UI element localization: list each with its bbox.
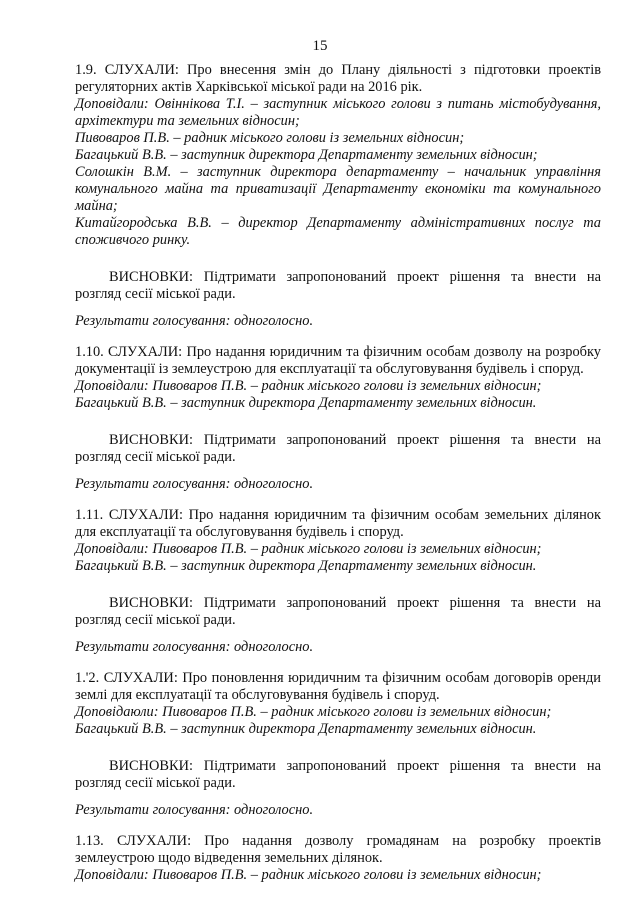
item-heading: 1.13. СЛУХАЛИ: Про надання дозволу громадянам на розробку проектів землеустрою щодо відведення земельних ділянок. — [75, 833, 601, 866]
agenda-item-1-12 — [75, 670, 601, 819]
speaker-line: Багацький В.В. – заступник директора Департаменту земельних відносин. — [75, 558, 537, 574]
conclusion: ВИСНОВКИ: Підтримати запропонований проект рішення та внести на розгляд сесії міської ради. — [75, 269, 601, 302]
speaker-line: Доповідали: Пивоваров П.В. – радник міського голови із земельних відносин; — [75, 541, 542, 557]
page-number: 15 — [312, 38, 328, 54]
item-heading: 1.10. СЛУХАЛИ: Про надання юридичним та фізичним особам дозволу на розробку документації із землеустрою для експлуатації та обслуговування будівель і споруд. — [75, 344, 601, 377]
agenda-item-1-11 — [75, 507, 601, 656]
speaker-line: Китайгородська В.В. – директор Департаменту адміністративних послуг та споживчого ринку. — [75, 215, 601, 248]
item-heading: 1.9. СЛУХАЛИ: Про внесення змін до Плану діяльності з підготовки проектів регуляторних актів Харківської міської ради на 2016 рік. — [75, 62, 601, 95]
speaker-line: Багацький В.В. – заступник директора Департаменту земельних відносин; — [75, 147, 538, 163]
item-heading: 1.'2. СЛУХАЛИ: Про поновлення юридичним та фізичним особам договорів оренди землі для експлуатації та обслуговування будівель і споруд. — [75, 670, 601, 703]
minutes-content — [75, 62, 601, 884]
agenda-item-1-9 — [75, 62, 601, 330]
speaker-line: Багацький В.В. – заступник директора Департаменту земельних відносин. — [75, 721, 537, 737]
speaker-line: Доповідали: Пивоваров П.В. – радник міського голови із земельних відносин; — [75, 867, 542, 883]
conclusion: ВИСНОВКИ: Підтримати запропонований проект рішення та внести на розгляд сесії міської ради. — [75, 595, 601, 628]
vote-result: Результати голосування: одноголосно. — [75, 802, 314, 818]
speaker-line: Доповідали: Овіннікова Т.І. – заступник міського голови з питань містобудування, архітектури та земельних відносин; — [75, 96, 601, 129]
agenda-item-1-10 — [75, 344, 601, 493]
conclusion: ВИСНОВКИ: Підтримати запропонований проект рішення та внести на розгляд сесії міської ради. — [75, 432, 601, 465]
item-heading: 1.11. СЛУХАЛИ: Про надання юридичним та фізичним особам земельних ділянок для експлуатації та обслуговування будівель і споруд. — [75, 507, 601, 540]
vote-result: Результати голосування: одноголосно. — [75, 476, 314, 492]
speaker-line: Доповідаюли: Пивоваров П.В. – радник міського голови із земельних відносин; — [75, 704, 552, 720]
vote-result: Результати голосування: одноголосно. — [75, 313, 314, 329]
speaker-line: Пивоваров П.В. – радник міського голови із земельних відносин; — [75, 130, 465, 146]
speaker-line: Солошкін В.М. – заступник директора департаменту – начальник управління комунального майна та приватизації Департаменту економіки та комунального майна; — [75, 164, 601, 214]
speaker-line: Доповідали: Пивоваров П.В. – радник міського голови із земельних відносин; — [75, 378, 542, 394]
speaker-line: Багацький В.В. – заступник директора Департаменту земельних відносин. — [75, 395, 537, 411]
vote-result: Результати голосування: одноголосно. — [75, 639, 314, 655]
conclusion: ВИСНОВКИ: Підтримати запропонований проект рішення та внести на розгляд сесії міської ради. — [75, 758, 601, 791]
agenda-item-1-13 — [75, 833, 601, 884]
